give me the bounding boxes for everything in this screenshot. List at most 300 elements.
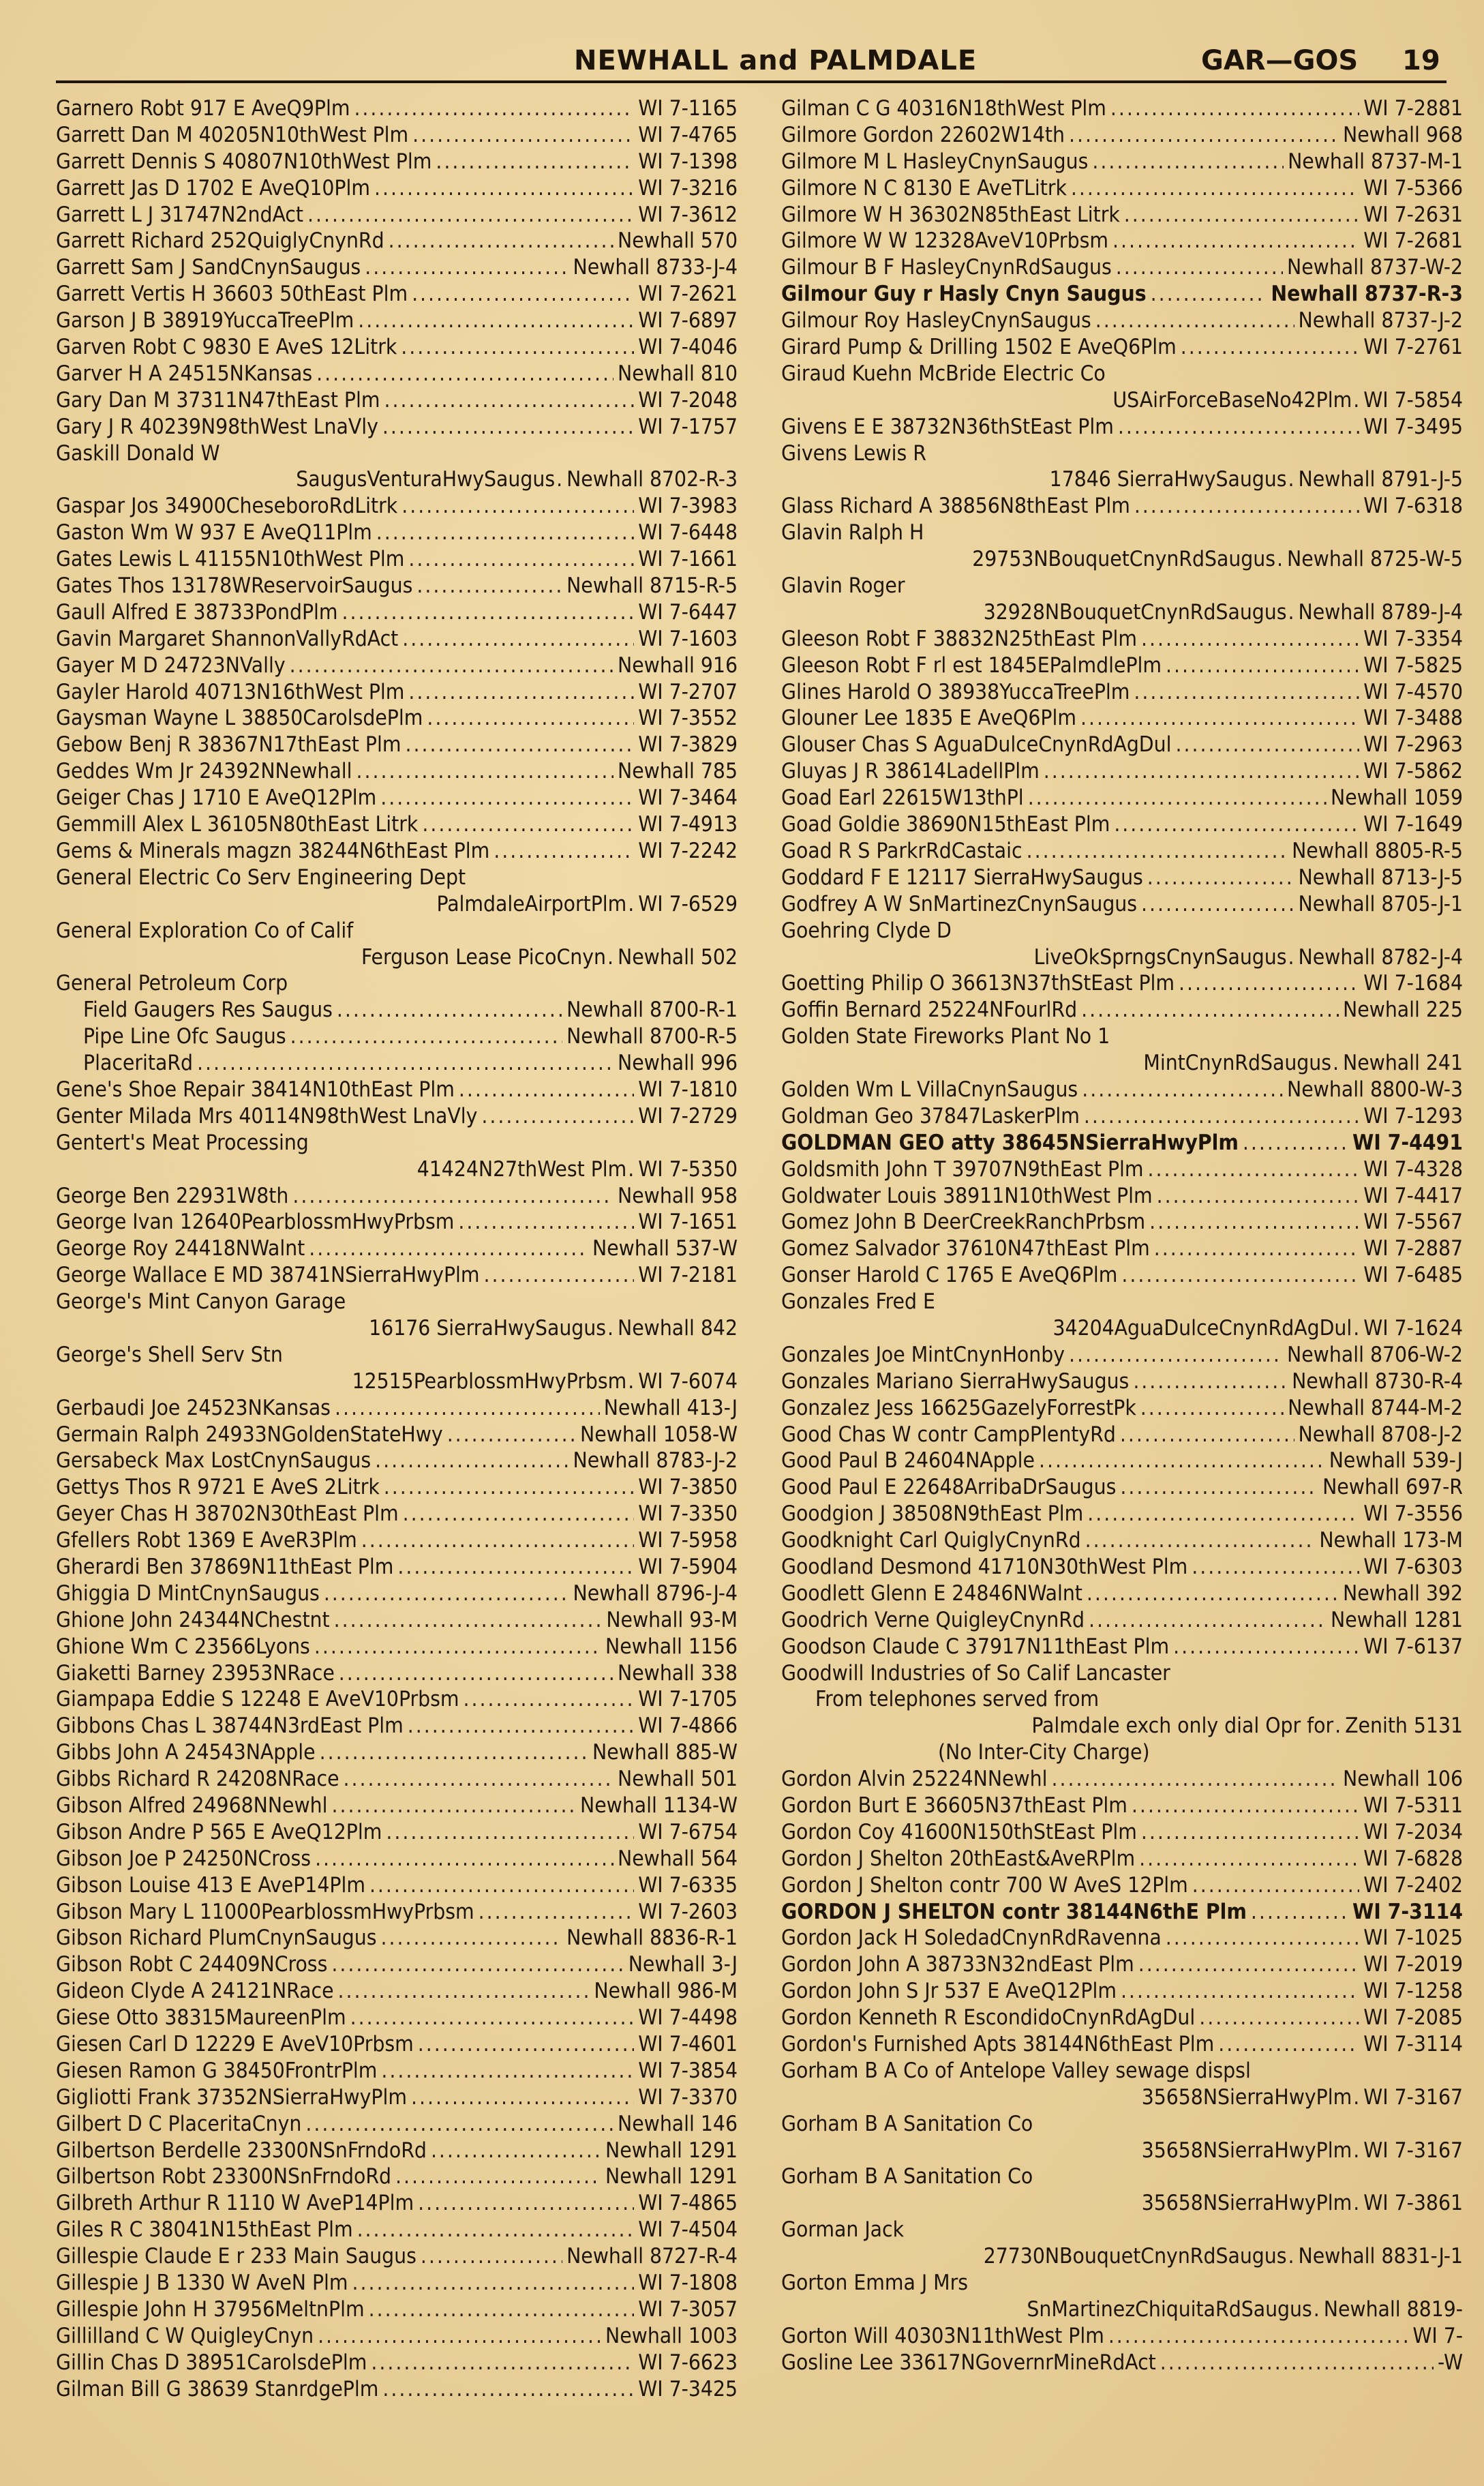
- dot-leader: [1218, 2031, 1359, 2058]
- leader-dot: .: [1353, 387, 1360, 413]
- listing-phone: WI 7-3983: [638, 494, 738, 519]
- listing-note: [781, 1739, 1463, 1766]
- listing-phone: Newhall 1003: [605, 2323, 738, 2348]
- listing-phone: Newhall 785: [618, 759, 738, 784]
- listing-name: Gates Lewis L 41155N10thWest Plm: [56, 547, 405, 572]
- listing-name: Gilmore Gordon 22602W14th: [781, 122, 1065, 147]
- listing-phone: WI 7-6897: [638, 308, 738, 333]
- dot-leader: [408, 546, 634, 573]
- listing-entry: [781, 1342, 1463, 1368]
- listing-phone: Newhall 8700-R-1: [566, 998, 738, 1023]
- listing-name: Gaysman Wayne L 38850CarolsdePlm: [56, 706, 423, 731]
- dot-leader: [459, 1077, 634, 1103]
- listing-name: Goodknight Carl QuiglyCnynRd: [781, 1528, 1081, 1553]
- listing-name: GORDON J SHELTON contr 38144N6thE Plm: [781, 1899, 1247, 1924]
- listing-continuation: [781, 466, 1463, 493]
- dot-leader: [1141, 891, 1294, 918]
- listing-name: Gordon J Shelton contr 700 W AveS 12Plm: [781, 1872, 1188, 1898]
- dot-leader: [397, 1554, 634, 1581]
- listing-entry: [781, 679, 1463, 706]
- listing-entry: [781, 493, 1463, 520]
- listing-entry: [56, 1235, 738, 1262]
- listing-entry: [56, 1766, 738, 1793]
- listing-continuation: [781, 1713, 1463, 1739]
- listing-phone: Newhall 8836-R-1: [566, 1926, 738, 1951]
- listing-entry: [56, 2296, 738, 2323]
- listing-entry: [56, 414, 738, 440]
- listing-phone: WI 7-2761: [1363, 335, 1463, 360]
- left-column: [56, 95, 738, 2402]
- listing-name: Gene's Shoe Repair 38414N10thEast Plm: [56, 1077, 455, 1102]
- dot-leader: [292, 1183, 614, 1210]
- listing-phone: WI 7-2729: [638, 1103, 738, 1128]
- listing-continuation: [781, 2243, 1463, 2270]
- listing-name: George's Shell Serv Stn: [56, 1342, 283, 1367]
- listing-entry: [56, 2031, 738, 2058]
- listing-entry: [781, 1209, 1463, 1235]
- listing-phone: WI 7-4913: [638, 812, 738, 837]
- listing-name: Genter Milada Mrs 40114N98thWest LnaVly: [56, 1103, 478, 1128]
- listing-name: Gonser Harold C 1765 E AveQ6Plm: [781, 1263, 1118, 1288]
- listing-name: Gibson Andre P 565 E AveQ12Plm: [56, 1819, 382, 1844]
- listing-entry: [56, 1527, 738, 1554]
- listing-name: Gherardi Ben 37869N11thEast Plm: [56, 1554, 394, 1579]
- listing-phone: Newhall 1291: [605, 2138, 738, 2163]
- listing-phone: WI 7-3861: [1363, 2191, 1463, 2216]
- listing-continuation: [781, 1315, 1463, 1342]
- dot-leader: [1121, 1978, 1359, 2005]
- listing-phone: Newhall 8796-J-4: [573, 1581, 738, 1606]
- listing-entry: [56, 1607, 738, 1634]
- dot-leader: [1173, 1634, 1359, 1660]
- listing-phone: WI 7-6137: [1363, 1634, 1463, 1659]
- listing-name: Gigliotti Frank 37352NSierraHwyPlm: [56, 2084, 407, 2110]
- listing-entry: [56, 573, 738, 599]
- listing-name: Goodland Desmond 41710N30thWest Plm: [781, 1554, 1188, 1579]
- listing-name: Garrett Sam J SandCnynSaugus: [56, 255, 361, 280]
- listing-name: PlaceritaRd: [83, 1051, 194, 1076]
- dot-leader: [481, 1103, 634, 1130]
- listing-name: Gordon Burt E 36605N37thEast Plm: [781, 1793, 1127, 1818]
- listing-phone: Newhall 8782-J-4: [1298, 944, 1463, 970]
- listing-phone: WI 7-3495: [1363, 414, 1463, 439]
- listing-phone: WI 7-6485: [1363, 1263, 1463, 1288]
- listing-phone: WI 7-4417: [1363, 1183, 1463, 1208]
- listing-name: Goetting Philip O 36613N37thStEast Plm: [781, 971, 1175, 996]
- listing-entry: [56, 361, 738, 387]
- listing-entry: [56, 493, 738, 520]
- listing-phone: Newhall 8737-J-2: [1298, 308, 1463, 333]
- listing-name: Gillilland C W QuigleyCnyn: [56, 2323, 314, 2348]
- listing-name: Giampapa Eddie S 12248 E AveV10Prbsm: [56, 1687, 459, 1712]
- listing-continuation: [56, 944, 738, 971]
- listing-phone: Newhall 225: [1343, 998, 1463, 1023]
- listing-entry: [56, 1501, 738, 1527]
- listing-name: Goodson Claude C 37917N11thEast Plm: [781, 1634, 1170, 1659]
- leader-dot: .: [1313, 2296, 1320, 2322]
- dot-leader: [1095, 308, 1294, 334]
- dot-leader: [1044, 758, 1359, 785]
- dot-leader: [1141, 626, 1359, 653]
- listing-phone: Newhall 93-M: [606, 1607, 738, 1632]
- listing-phone: Newhall 968: [1343, 122, 1463, 147]
- listing-entry: [781, 997, 1463, 1023]
- listing-phone: Newhall 8713-J-5: [1298, 865, 1463, 890]
- dot-leader: [357, 2217, 635, 2243]
- listing-phone: WI 7-2881: [1363, 96, 1463, 121]
- listing-continuation: [781, 599, 1463, 626]
- dot-leader: [1112, 228, 1359, 254]
- listing-name: Golden Wm L VillaCnynSaugus: [781, 1077, 1078, 1102]
- listing-entry: [781, 1793, 1463, 1819]
- dot-leader: [1039, 1448, 1325, 1474]
- listing-phone: WI 7-1808: [638, 2271, 738, 2296]
- dot-leader: [1116, 254, 1283, 281]
- listing-name: GOLDMAN GEO atty 38645NSierraHwyPlm: [781, 1130, 1239, 1155]
- listing-name: Goad R S ParkrRdCastaic: [781, 838, 1023, 863]
- listing-phone: Newhall 1134-W: [580, 1793, 738, 1818]
- listing-name: Gilmore W H 36302N85thEast Litrk: [781, 202, 1120, 227]
- dot-leader: [494, 838, 634, 865]
- listing-name: Gideon Clyde A 24121NRace: [56, 1979, 334, 2004]
- listing-address: 35658NSierraHwyPlm: [1141, 2138, 1352, 2163]
- listing-name: Good Paul E 22648ArribaDrSaugus: [781, 1475, 1117, 1500]
- listing-name: Giaketti Barney 23953NRace: [56, 1660, 335, 1686]
- leader-dot: .: [1335, 1713, 1342, 1739]
- listing-entry: [56, 2058, 738, 2084]
- dot-leader: [1071, 175, 1359, 202]
- listing-entry: [781, 732, 1463, 758]
- listing-name: Goehring Clyde D: [781, 918, 952, 943]
- listing-phone: Newhall 501: [618, 1767, 738, 1792]
- listing-phone: Newhall 8737-W-2: [1287, 255, 1463, 280]
- listing-name: Giesen Carl D 12229 E AveV10Prbsm: [56, 2032, 414, 2057]
- right-column: [781, 95, 1463, 2376]
- dot-leader: [427, 705, 634, 732]
- dot-leader: [1179, 970, 1359, 997]
- listing-name: Gorham B A Sanitation Co: [781, 2164, 1033, 2189]
- listing-name: Gonzales Mariano SierraHwySaugus: [781, 1368, 1130, 1394]
- listing-heading: [781, 2163, 1463, 2190]
- dot-leader: [1251, 1899, 1348, 1926]
- listing-continuation: [781, 2296, 1463, 2323]
- dot-leader: [371, 2350, 634, 2376]
- listing-name: Giles R C 38041N15thEast Plm: [56, 2217, 353, 2243]
- listing-entry: [56, 1925, 738, 1951]
- listing-name: Gilbertson Berdelle 23300NSnFrndoRd: [56, 2138, 427, 2163]
- listing-entry: [781, 254, 1463, 281]
- leader-dot: .: [1353, 2191, 1360, 2216]
- listing-name: Gemmill Alex L 36105N80thEast Litrk: [56, 812, 419, 837]
- listing-entry: [56, 308, 738, 334]
- dot-leader: [1134, 679, 1359, 706]
- listing-name: Gillespie John H 37956MeltnPlm: [56, 2296, 365, 2322]
- listing-phone: Newhall 697-R: [1322, 1475, 1463, 1500]
- listing-name: Ghione Wm C 23566Lyons: [56, 1634, 310, 1659]
- listing-phone: Newhall 413-J: [603, 1395, 738, 1420]
- listing-name: Gibson Joe P 24250NCross: [56, 1846, 312, 1871]
- listing-phone: WI 7-3464: [638, 785, 738, 811]
- listing-phone: Newhall 8705-J-1: [1298, 891, 1463, 916]
- listing-phone: Newhall 8706-W-2: [1287, 1342, 1463, 1367]
- listing-name: Gerbaudi Joe 24523NKansas: [56, 1395, 331, 1420]
- listing-entry: [781, 308, 1463, 334]
- listing-entry: [56, 2376, 738, 2403]
- listing-name: Gordon Kenneth R EscondidoCnynRdAgDul: [781, 2005, 1196, 2031]
- leader-dot: .: [1288, 599, 1294, 625]
- dot-leader: [1089, 1607, 1327, 1634]
- listing-name: Gilman C G 40316N18thWest Plm: [781, 96, 1106, 121]
- listing-heading: [56, 970, 738, 997]
- listing-phone: WI 7-4865: [638, 2191, 738, 2216]
- listing-name: Gilbert D C PlaceritaCnyn: [56, 2111, 302, 2136]
- listing-address: 35658NSierraHwyPlm: [1141, 2191, 1352, 2216]
- listing-name: Gonzalez Jess 16625GazelyForrestPk: [781, 1395, 1136, 1420]
- dot-leader: [403, 1501, 635, 1527]
- listing-entry: [781, 1077, 1463, 1103]
- listing-entry: [56, 334, 738, 361]
- listing-name: Gilmour Guy r Hasly Cnyn Saugus: [781, 282, 1147, 307]
- leader-dot: .: [1288, 944, 1294, 970]
- dot-leader: [1133, 1368, 1288, 1395]
- listing-address: 35658NSierraHwyPlm: [1141, 2084, 1352, 2110]
- listing-phone: WI 7-3488: [1363, 706, 1463, 731]
- leader-dot: .: [1353, 2084, 1360, 2110]
- listing-phone: WI 7-1651: [638, 1210, 738, 1235]
- listing-name: George's Mint Canyon Garage: [56, 1289, 346, 1315]
- listing-phone: Newhall 8727-R-4: [566, 2244, 738, 2269]
- listing-name: George Roy 24418NWalnt: [56, 1236, 305, 1261]
- listing-name: Good Paul B 24604NApple: [781, 1448, 1035, 1473]
- listing-phone: Newhall 539-J: [1329, 1448, 1463, 1473]
- listing-phone: WI 7-6754: [638, 1819, 738, 1844]
- listing-phone: WI 7-5567: [1363, 1210, 1463, 1235]
- listing-phone: WI 7-4491: [1352, 1130, 1463, 1155]
- listing-entry: [781, 1634, 1463, 1660]
- dot-leader: [1154, 1235, 1360, 1262]
- dot-leader: [320, 1739, 588, 1766]
- listing-name: Glines Harold O 38938YuccaTreePlm: [781, 679, 1130, 704]
- listing-name: Gleeson Robt F 38832N25thEast Plm: [781, 626, 1137, 651]
- listing-continuation: [781, 944, 1463, 971]
- listing-continuation: [56, 466, 738, 493]
- listing-entry: [56, 599, 738, 626]
- dot-leader: [1118, 414, 1359, 440]
- listing-phone: WI 7-1661: [638, 547, 738, 572]
- listing-name: Gilbertson Robt 23300NSnFrndoRd: [56, 2164, 392, 2189]
- listing-phone: Newhall 1059: [1331, 785, 1463, 811]
- dot-leader: [374, 175, 634, 202]
- dot-leader: [386, 1819, 634, 1846]
- dot-leader: [1134, 493, 1359, 520]
- listing-entry: [56, 546, 738, 573]
- listing-phone: Newhall 885-W: [592, 1740, 738, 1765]
- listing-entry: [56, 1951, 738, 1978]
- dot-leader: [1082, 1077, 1283, 1103]
- listing-entry: [56, 2270, 738, 2296]
- dot-leader: [431, 2138, 601, 2164]
- listing-phone: Newhall 106: [1343, 1767, 1463, 1792]
- listing-phone: WI 7-6448: [638, 520, 738, 545]
- listing-entry: [56, 1395, 738, 1422]
- dot-leader: [1069, 122, 1339, 149]
- listing-name: Garrett L J 31747N2ndAct: [56, 202, 303, 227]
- listing-entry: [56, 679, 738, 706]
- header-rule: [56, 80, 1447, 83]
- listing-phone: WI 7-3370: [638, 2084, 738, 2110]
- dot-leader: [1085, 1527, 1316, 1554]
- listing-phone: Newhall 8791-J-5: [1298, 467, 1463, 492]
- listing-name: Geyer Chas H 38702N30thEast Plm: [56, 1501, 399, 1527]
- listing-phone: WI 7-2707: [638, 679, 738, 704]
- listing-entry: [56, 997, 738, 1023]
- listing-entry: [56, 175, 738, 202]
- listing-name: Gersabeck Max LostCnynSaugus: [56, 1448, 372, 1473]
- listing-name: Giraud Kuehn McBride Electric Co: [781, 361, 1106, 386]
- listing-phone: WI 7-1810: [638, 1077, 738, 1102]
- listing-entry: [56, 811, 738, 838]
- dot-leader: [402, 493, 634, 520]
- listing-phone: Newhall 8730-R-4: [1292, 1368, 1463, 1394]
- listing-phone: WI 7-5311: [1363, 1793, 1463, 1818]
- dot-leader: [290, 1023, 562, 1050]
- listing-phone: WI 7-4498: [638, 2005, 738, 2031]
- dot-leader: [1084, 1103, 1359, 1130]
- listing-entry: [56, 626, 738, 653]
- listing-entry: [781, 626, 1463, 653]
- dot-leader: [384, 387, 635, 414]
- listing-phone: WI 7-1684: [1363, 971, 1463, 996]
- listing-heading: [781, 361, 1463, 387]
- dot-leader: [1151, 281, 1267, 308]
- listing-entry: [56, 1103, 738, 1130]
- listing-entry: [781, 1156, 1463, 1183]
- dot-leader: [290, 653, 614, 679]
- listing-entry: [56, 2190, 738, 2217]
- dot-leader: [401, 334, 634, 361]
- dot-leader: [337, 997, 562, 1023]
- listing-phone: WI 7-: [1412, 2323, 1463, 2348]
- listing-name: Ghiggia D MintCnynSaugus: [56, 1581, 320, 1606]
- listing-address: 34204AguaDulceCnynRdAgDul: [1053, 1315, 1352, 1341]
- listing-name: George Ben 22931W8th: [56, 1183, 289, 1208]
- dot-leader: [1192, 1872, 1359, 1899]
- listing-note: [781, 1686, 1463, 1713]
- listing-phone: WI 7-6529: [638, 891, 738, 916]
- listing-entry: [781, 1607, 1463, 1634]
- listing-name: Goddard F E 12117 SierraHwySaugus: [781, 865, 1143, 890]
- listing-entry: [56, 520, 738, 546]
- listing-name: Gomez Salvador 37610N47thEast Plm: [781, 1236, 1150, 1261]
- listing-name: Gonzales Joe MintCnynHonby: [781, 1342, 1065, 1367]
- listing-name: Golden State Fireworks Plant No 1: [781, 1024, 1110, 1049]
- listing-name: Goodrich Verne QuigleyCnynRd: [781, 1607, 1085, 1632]
- name-range: GAR—GOS: [1201, 45, 1359, 76]
- listing-entry: [781, 1474, 1463, 1501]
- listing-name: Glass Richard A 38856N8thEast Plm: [781, 494, 1130, 519]
- listing-phone: WI 7-1624: [1363, 1315, 1463, 1341]
- listing-heading: [56, 1289, 738, 1315]
- listing-heading: [56, 1342, 738, 1368]
- dot-leader: [350, 2005, 635, 2031]
- dot-leader: [1121, 1262, 1359, 1289]
- listing-name: General Exploration Co of Calif: [56, 918, 354, 943]
- dot-leader: [354, 95, 634, 122]
- listing-name: Gilman Bill G 38639 StanrdgePlm: [56, 2376, 379, 2401]
- leader-dot: .: [556, 467, 563, 492]
- dot-leader: [1087, 1501, 1359, 1527]
- dot-leader: [356, 758, 614, 785]
- listing-phone: WI 7-1165: [638, 96, 738, 121]
- listing-entry: [56, 1686, 738, 1713]
- listing-phone: WI 7-3114: [1352, 1899, 1463, 1924]
- listing-entry: [781, 1422, 1463, 1448]
- listing-address: Ferguson Lease PicoCnyn: [361, 944, 607, 970]
- listing-phone: WI 7-4765: [638, 122, 738, 147]
- listing-name: Gibson Alfred 24968NNewhl: [56, 1793, 328, 1818]
- listing-entry: [56, 1050, 738, 1077]
- listing-phone: Newhall 146: [618, 2111, 738, 2136]
- listing-phone: WI 7-3216: [638, 175, 738, 200]
- dot-leader: [352, 2270, 635, 2296]
- listing-phone: Newhall 1058-W: [580, 1422, 738, 1447]
- listing-entry: [56, 732, 738, 758]
- listing-entry: [781, 758, 1463, 785]
- listing-name: Garrett Dennis S 40807N10thWest Plm: [56, 149, 432, 174]
- listing-entry: [56, 1899, 738, 1926]
- listing-phone: WI 7-1705: [638, 1687, 738, 1712]
- listing-phone: Newhall 1156: [605, 1634, 738, 1659]
- listing-name: Gordon Jack H SoledadCnynRdRavenna: [781, 1926, 1162, 1951]
- listing-name: Goad Goldie 38690N15thEast Plm: [781, 812, 1110, 837]
- leader-dot: .: [1288, 467, 1294, 492]
- listing-entry: [56, 705, 738, 732]
- listing-name: Gluyas J R 38614LadellPlm: [781, 759, 1040, 784]
- listing-phone: WI 7-1258: [1363, 1979, 1463, 2004]
- dot-leader: [369, 1872, 634, 1899]
- listing-entry: [781, 175, 1463, 202]
- dot-leader: [408, 679, 634, 706]
- listing-address: 41424N27thWest Plm: [417, 1156, 627, 1182]
- dot-leader: [1166, 653, 1359, 679]
- listing-name: Gibson Richard PlumCnynSaugus: [56, 1926, 377, 1951]
- listing-continuation: [56, 1156, 738, 1183]
- listing-name: George Ivan 12640PearblossmHwyPrbsm: [56, 1210, 455, 1235]
- listing-phone: WI 7-5366: [1363, 175, 1463, 200]
- listing-entry: [781, 1819, 1463, 1846]
- listing-phone: WI 7-6828: [1363, 1846, 1463, 1871]
- listing-phone: WI 7-2631: [1363, 202, 1463, 227]
- dot-leader: [405, 732, 634, 758]
- listing-entry: [781, 1925, 1463, 1951]
- dot-leader: [395, 2163, 601, 2190]
- listing-phone: WI 7-4504: [638, 2217, 738, 2243]
- listing-entry: [781, 1899, 1463, 1926]
- dot-leader: [1160, 2350, 1434, 2376]
- listing-name: Geiger Chas J 1710 E AveQ12Plm: [56, 785, 377, 811]
- listing-entry: [56, 653, 738, 679]
- listing-phone: Newhall 8737-M-1: [1288, 149, 1463, 174]
- listing-entry: [781, 281, 1463, 308]
- listing-address: PalmdaleAirportPlm: [436, 891, 627, 916]
- listing-name: Gibson Robt C 24409NCross: [56, 1952, 328, 1977]
- listing-name: Garver H A 24515NKansas: [56, 361, 313, 386]
- listing-address: SnMartinezChiquitaRdSaugus: [1027, 2296, 1312, 2322]
- dot-leader: [369, 2296, 635, 2323]
- listing-heading: [781, 2058, 1463, 2084]
- listing-entry: [56, 1209, 738, 1235]
- listing-heading: [56, 865, 738, 891]
